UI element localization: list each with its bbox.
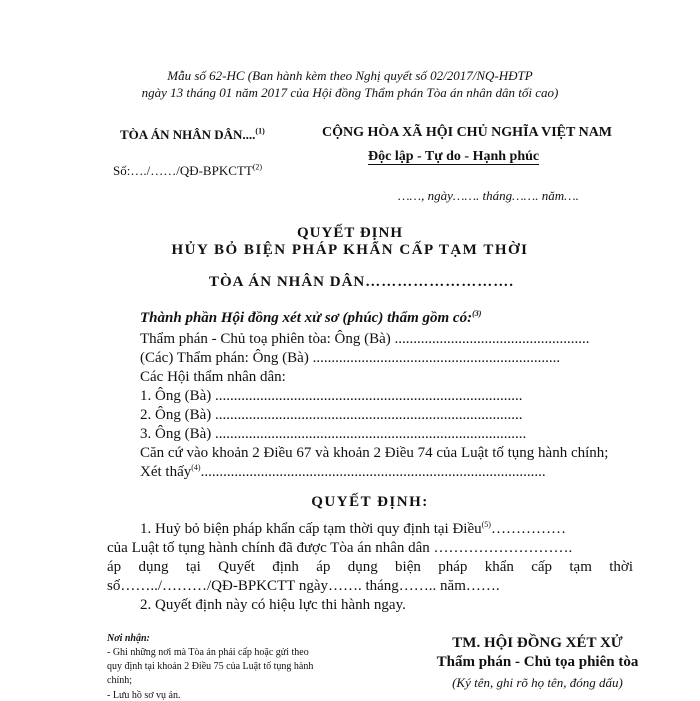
document-subtitle: HỦY BỎ BIỆN PHÁP KHẨN CẤP TẠM THỜI [171, 242, 529, 258]
assessor-3-line: 3. Ông (Bà) ................................................................................... [140, 426, 527, 442]
decision-item-1-line-c: áp dụng tại Quyết định áp dụng biện pháp khẩn cấp tạm thời [107, 559, 633, 575]
recipients-line-4: - Lưu hồ sơ vụ án. [107, 690, 181, 701]
decision-item-1-dots: …………… [490, 521, 566, 537]
signature-role: Thẩm phán - Chủ tọa phiên tòa [436, 654, 639, 670]
issuing-court-line: TÒA ÁN NHÂN DÂN………………………. [209, 274, 515, 290]
presiding-judge-line: Thẩm phán - Chủ toạ phiên tòa: Ông (Bà) .................................................... [140, 331, 590, 347]
signature-instruction: (Ký tên, ghi rõ họ tên, đóng dấu) [452, 675, 623, 690]
assessors-label: Các Hội thẩm nhân dân: [140, 369, 286, 385]
signature-title: TM. HỘI ĐỒNG XÉT XỬ [452, 635, 623, 651]
recipients-line-3: chính; [107, 675, 132, 686]
document-title: QUYẾT ĐỊNH [297, 225, 403, 241]
recipients-line-2: quy định tại khoản 2 Điều 75 của Luật tố tụng hành [107, 661, 314, 672]
court-name-text: TÒA ÁN NHÂN DÂN.... [120, 127, 256, 142]
national-motto [368, 149, 539, 167]
recipients-line-1: - Ghi những nơi mà Tòa án phải cấp hoặc gửi theo [107, 647, 309, 658]
panel-heading-text: Thành phần Hội đồng xét xử sơ (phúc) thẩm gồm có: [140, 310, 473, 326]
form-reference-line1: Mẫu số 62-HC (Ban hành kèm theo Nghị quyết số 02/2017/NQ-HĐTP [167, 68, 533, 83]
judges-line: (Các) Thẩm phán: Ông (Bà) .................................................................. [140, 350, 561, 366]
assessor-1-line: 1. Ông (Bà) .................................................................................. [140, 388, 523, 404]
national-title: CỘNG HÒA XÃ HỘI CHỦ NGHĨA VIỆT NAM [322, 125, 613, 140]
decision-item-1-line-a [140, 521, 566, 538]
decision-item-1-line-b: của Luật tố tụng hành chính đã được Tòa án nhân dân ………………………. [107, 540, 573, 556]
panel-heading [140, 310, 481, 327]
decision-number [113, 163, 262, 179]
decision-item-1-text: 1. Huỷ bỏ biện pháp khẩn cấp tạm thời quy định tại Điều [140, 521, 482, 537]
footnote-ref-5: (5) [481, 520, 491, 529]
considering-line [140, 464, 546, 481]
legal-basis-line: Căn cứ vào khoản 2 Điều 67 và khoản 2 Điều 74 của Luật tố tụng hành chính; [140, 445, 609, 461]
decision-heading: QUYẾT ĐỊNH: [311, 494, 429, 510]
footnote-ref-3: (3) [472, 309, 482, 318]
footnote-ref-1: (1) [255, 126, 265, 136]
recipients-heading: Nơi nhận: [107, 633, 150, 644]
decision-number-text: Số:…./……/QĐ-BPKCTT [113, 163, 253, 178]
considering-dots: ............................................................................................ [200, 464, 546, 480]
place-date-line: ……, ngày……. tháng……. năm…. [398, 188, 579, 203]
national-motto-text: Độc lập - Tự do - Hạnh phúc [368, 149, 540, 164]
footnote-ref-2: (2) [252, 162, 263, 172]
assessor-2-line: 2. Ông (Bà) .................................................................................. [140, 407, 523, 423]
considering-text: Xét thấy [140, 464, 192, 480]
court-name-header [120, 127, 265, 143]
footnote-ref-4: (4) [191, 463, 201, 472]
decision-item-1-line-d: số……../………/QĐ-BPKCTT ngày……. tháng…….. năm……. [107, 578, 500, 594]
form-reference-note [0, 68, 700, 101]
decision-item-2: 2. Quyết định này có hiệu lực thi hành ngay. [140, 597, 406, 613]
form-reference-line2: ngày 13 tháng 01 năm 2017 của Hội đồng Thẩm phán Tòa án nhân dân tối cao) [141, 85, 559, 100]
